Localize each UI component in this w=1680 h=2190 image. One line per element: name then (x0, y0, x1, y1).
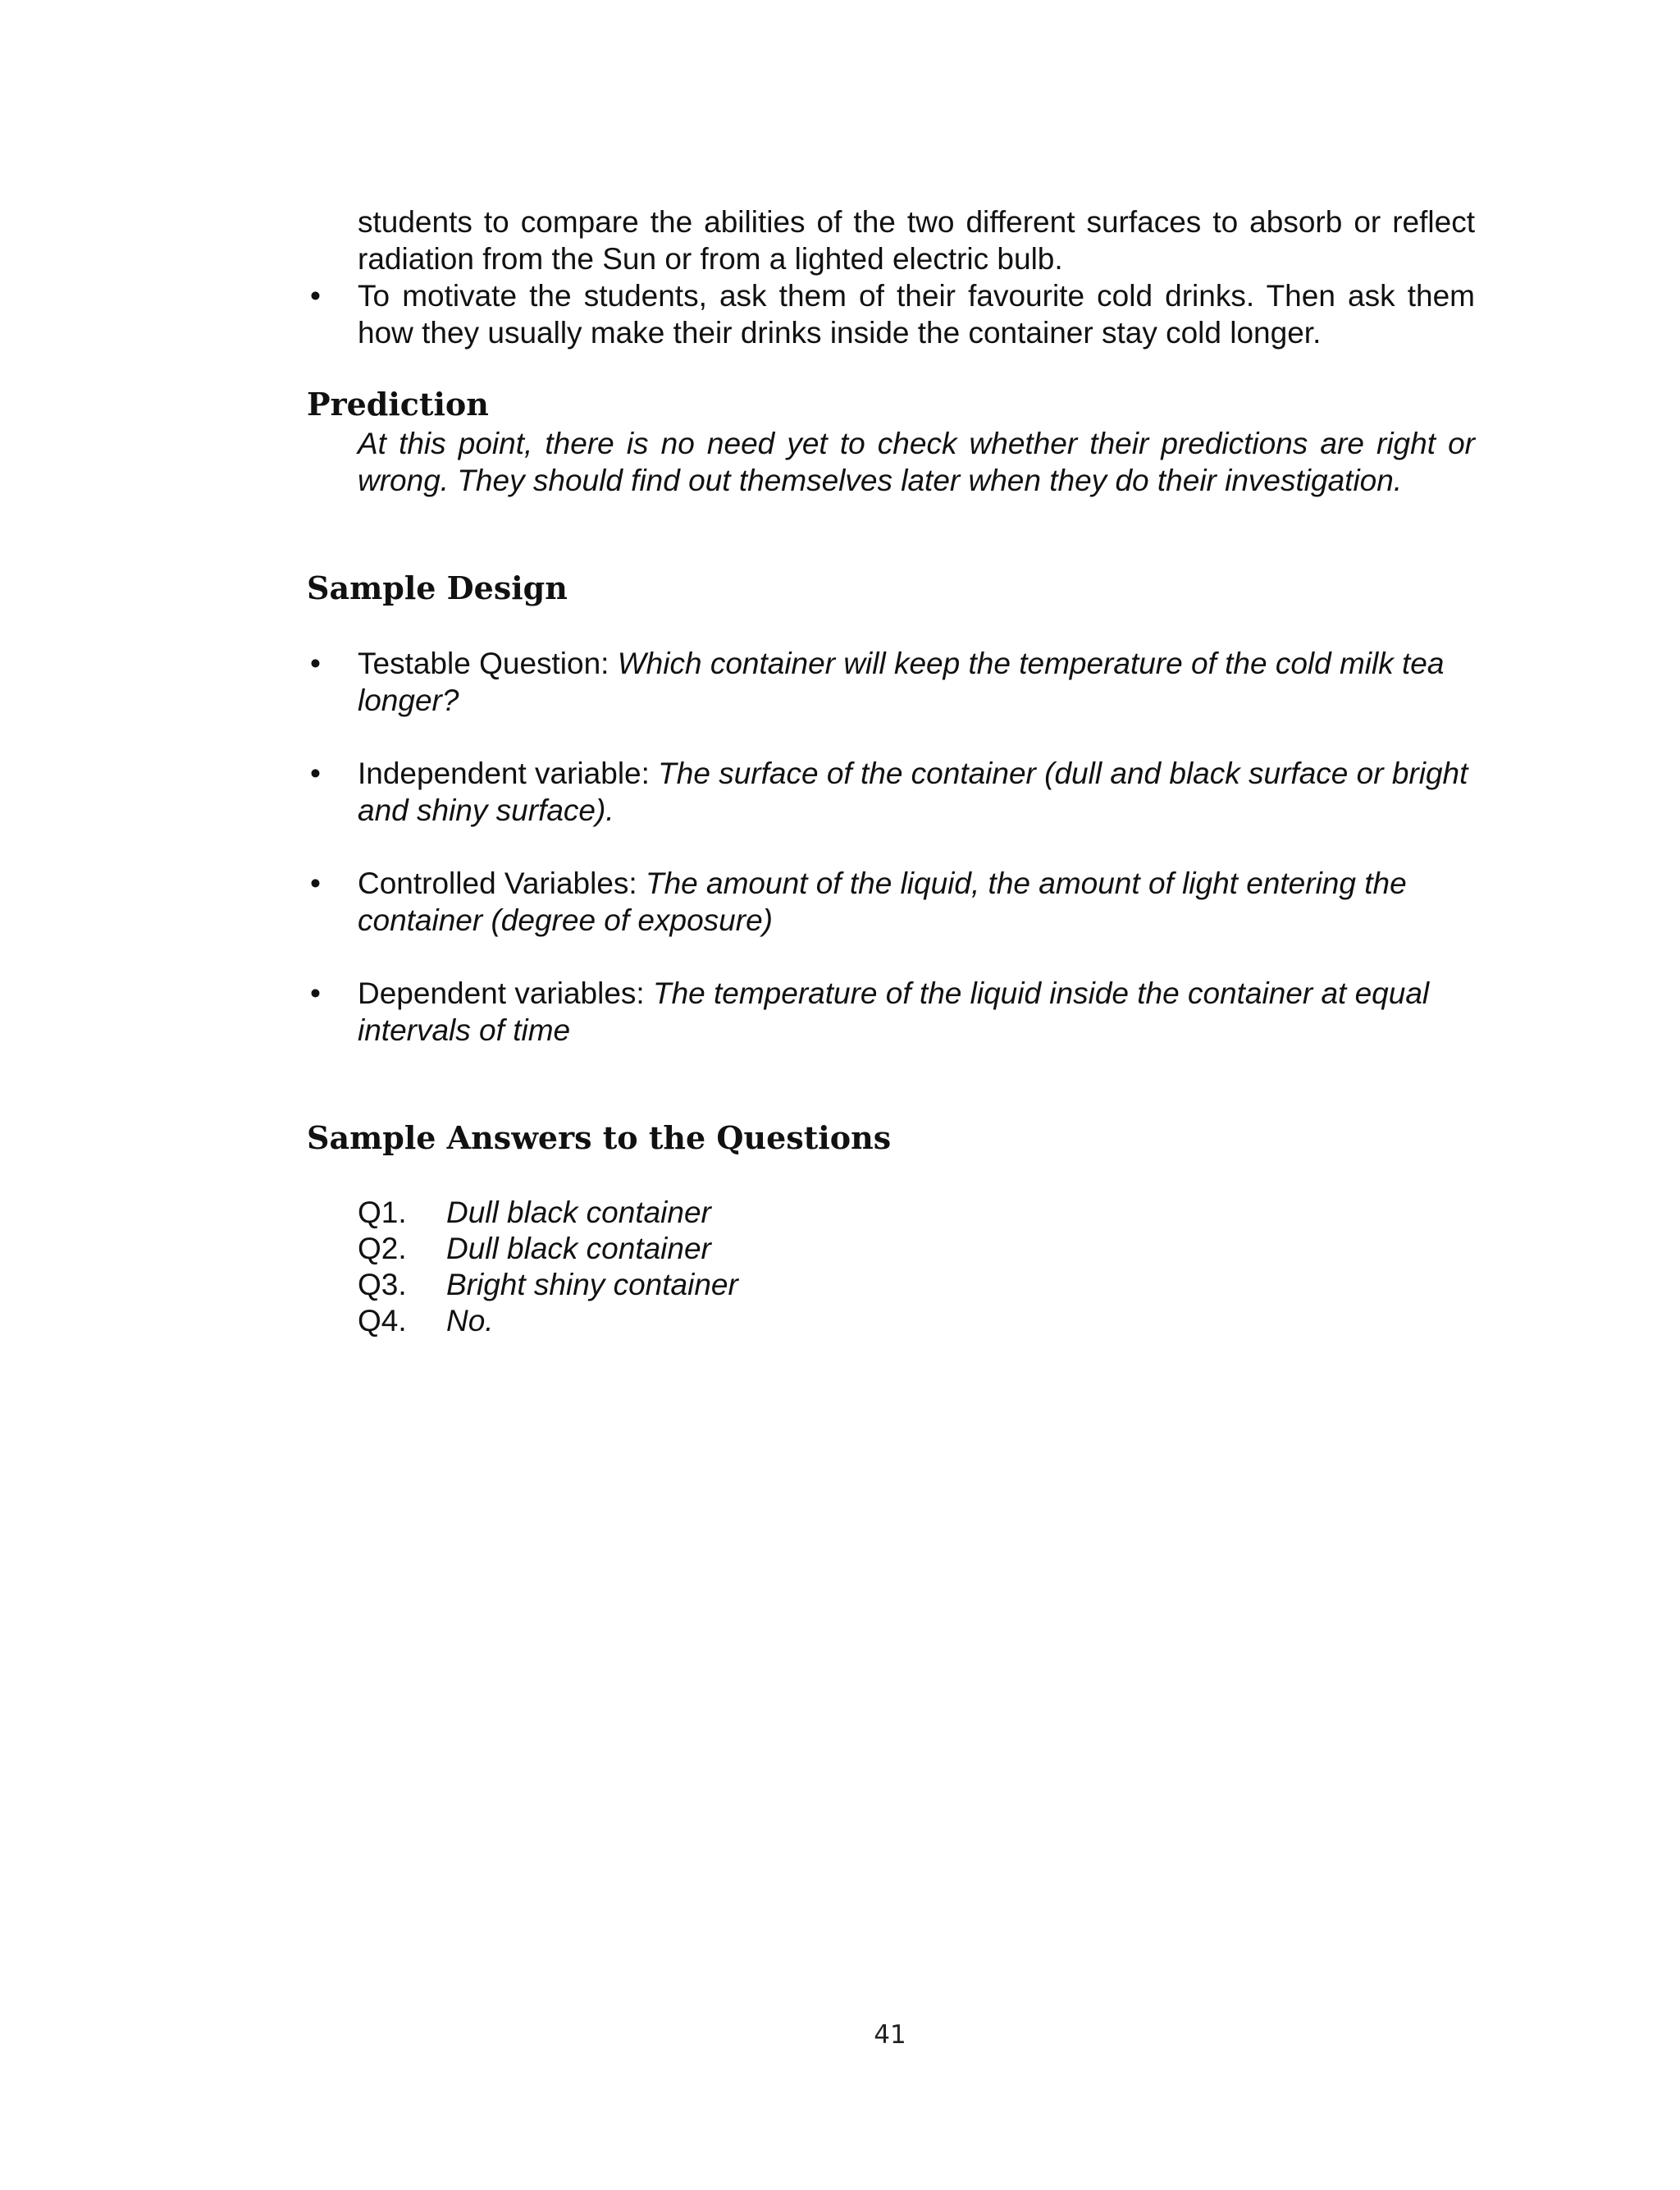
design-item-testable-question (358, 645, 1475, 719)
answer-text: Bright shiny container (446, 1268, 738, 1301)
design-item-independent-variable (358, 755, 1475, 829)
answer-row (358, 1231, 738, 1267)
bullet-icon: • (310, 757, 321, 790)
design-item-controlled-variables (358, 865, 1475, 939)
design-item-value: Which container will keep the temperature of the cold milk tea longer? (358, 647, 1445, 717)
continuation-paragraph: students to compare the abilities of the two different surfaces to absorb or reflect radiation from the Sun or from a lighted electric bulb. (358, 205, 1475, 276)
answer-row (358, 1267, 738, 1303)
bullet-icon: • (310, 976, 321, 1010)
answer-row (358, 1195, 738, 1231)
design-item-value: The temperature of the liquid inside the container at equal intervals of time (358, 976, 1430, 1047)
answer-label: Q1. (358, 1196, 407, 1229)
answers-list (358, 1195, 738, 1339)
design-item-label: Independent variable: (358, 757, 659, 790)
motivation-bullet-text: To motivate the students, ask them of their favourite cold drinks. Then ask them how they usually make their drinks inside the container stay cold longer. (358, 279, 1475, 350)
sample-answers-heading: Sample Answers to the Questions (307, 1119, 892, 1156)
answer-label: Q3. (358, 1268, 407, 1301)
answer-text: Dull black container (446, 1196, 711, 1229)
bullet-icon: • (310, 647, 321, 680)
page-number: 41 (874, 2020, 906, 2050)
answer-label: Q4. (358, 1304, 407, 1337)
answer-label: Q2. (358, 1232, 407, 1265)
design-item-dependent-variables (358, 975, 1475, 1049)
prediction-heading: Prediction (307, 386, 489, 423)
design-item-label: Dependent variables: (358, 976, 653, 1010)
design-item-label: Testable Question: (358, 647, 618, 680)
design-item-value: The surface of the container (dull and black surface or bright and shiny surface). (358, 757, 1468, 827)
bullet-icon: • (310, 866, 321, 900)
bullet-icon: • (310, 279, 321, 313)
design-item-label: Controlled Variables: (358, 866, 646, 900)
answer-text: Dull black container (446, 1232, 711, 1265)
design-item-value: The amount of the liquid, the amount of light entering the container (degree of exposure) (358, 866, 1407, 937)
answer-text: No. (446, 1304, 494, 1337)
prediction-text: At this point, there is no need yet to check whether their predictions are right or wrong. They should find out themselves later when they do their investigation. (358, 427, 1475, 497)
sample-design-heading: Sample Design (307, 569, 568, 606)
answer-row (358, 1303, 738, 1339)
